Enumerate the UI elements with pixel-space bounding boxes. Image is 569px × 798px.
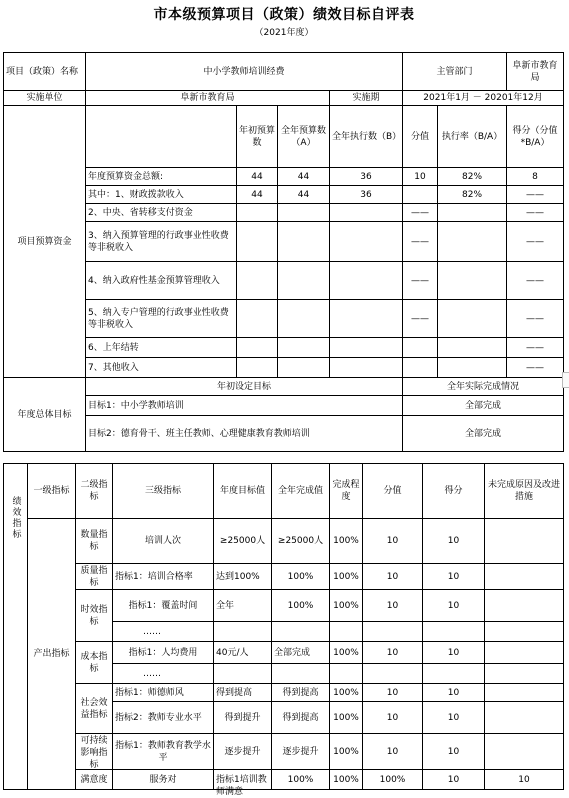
annual-target: 40元/人 — [214, 642, 272, 664]
dept-label: 主管部门 — [403, 53, 507, 91]
annual-actual: 100% — [272, 590, 330, 622]
reason — [485, 684, 564, 702]
completion-degree: 100% — [330, 734, 363, 770]
level3-indicator: …… — [113, 664, 214, 684]
budget-cell: 8 — [507, 168, 564, 186]
budget-cell: —— — [403, 300, 438, 338]
budget-cell — [403, 338, 438, 358]
goal-target: 目标2：德育骨干、班主任教师、心理健康教育教师培训 — [86, 416, 403, 452]
budget-header-blank — [86, 106, 237, 168]
score: 10 — [423, 642, 485, 664]
col-header-level3: 三级指标 — [113, 464, 214, 519]
budget-cell: —— — [507, 186, 564, 204]
budget-section-label: 项目预算资金 — [4, 106, 86, 378]
page-edge-fragment — [562, 372, 569, 388]
col-header-reason: 未完成原因及改进措施 — [485, 464, 564, 519]
budget-cell — [438, 300, 507, 338]
budget-cell — [278, 300, 330, 338]
col-header-annual-executed: 全年执行数（B） — [330, 106, 403, 168]
col-header-score: 得分 — [423, 464, 485, 519]
goal-target: 目标1：中小学教师培训 — [86, 396, 403, 416]
budget-cell: 44 — [278, 186, 330, 204]
budget-cell: —— — [507, 262, 564, 300]
score-weight: 10 — [363, 734, 423, 770]
budget-cell — [403, 358, 438, 378]
completion-degree: 100% — [330, 684, 363, 702]
annual-actual: 100% — [272, 564, 330, 590]
impl-unit-value: 阜新市教育局 — [86, 91, 330, 106]
budget-cell — [330, 338, 403, 358]
budget-cell — [237, 300, 278, 338]
output-indicator-label: 产出指标 — [28, 519, 76, 790]
budget-cell — [438, 222, 507, 262]
reason — [485, 590, 564, 622]
annual-target: 全年 — [214, 590, 272, 622]
score — [423, 664, 485, 684]
budget-row-label: 5、纳入专户管理的行政事业性收费等非税收入 — [86, 300, 237, 338]
summary-table — [3, 52, 564, 452]
score: 10 — [423, 702, 485, 734]
score-weight — [363, 622, 423, 642]
level3-indicator: 指标1培训教师满意 — [214, 770, 272, 790]
budget-cell — [237, 204, 278, 222]
budget-cell — [330, 358, 403, 378]
annual-actual: 100% — [330, 770, 363, 790]
annual-target: 达到100% — [214, 564, 272, 590]
reason — [485, 519, 564, 564]
annual-actual: ≥25000人 — [272, 519, 330, 564]
budget-cell: —— — [403, 222, 438, 262]
score: 10 — [485, 770, 564, 790]
score-weight: 10 — [363, 684, 423, 702]
goal-actual: 全部完成 — [403, 396, 564, 416]
budget-cell — [278, 204, 330, 222]
reason — [485, 642, 564, 664]
impl-unit-label: 实施单位 — [4, 91, 86, 106]
budget-cell: —— — [507, 300, 564, 338]
page-title: 市本级预算项目（政策）绩效目标自评表 — [153, 7, 415, 23]
budget-cell — [330, 262, 403, 300]
annual-target: 得到提升 — [214, 702, 272, 734]
score: 10 — [423, 590, 485, 622]
reason — [485, 702, 564, 734]
budget-row-label: 其中：1、财政拨款收入 — [86, 186, 237, 204]
period-label: 实施期 — [330, 91, 403, 106]
budget-cell — [438, 262, 507, 300]
score-weight — [363, 664, 423, 684]
completion-degree: 100% — [330, 519, 363, 564]
level3-indicator: 指标1：师德师风 — [113, 684, 214, 702]
col-header-score: 得分（分值*B/A） — [507, 106, 564, 168]
annual-actual — [272, 664, 330, 684]
budget-cell: 82% — [438, 168, 507, 186]
annual-target: 得到提高 — [214, 684, 272, 702]
col-header-annual-target: 年度目标值 — [214, 464, 272, 519]
level3-indicator: 指标1：覆盖时间 — [113, 590, 214, 622]
level3-indicator: 指标1：人均费用 — [113, 642, 214, 664]
budget-row-label: 6、上年结转 — [86, 338, 237, 358]
completion-degree — [330, 664, 363, 684]
col-header-score-weight: 分值 — [403, 106, 438, 168]
budget-cell: —— — [507, 204, 564, 222]
score-weight: 10 — [363, 519, 423, 564]
completion-degree — [330, 622, 363, 642]
goals-actual-header: 全年实际完成情况 — [403, 378, 564, 396]
budget-cell: 36 — [330, 168, 403, 186]
budget-cell — [330, 300, 403, 338]
annual-actual: 逐步提升 — [272, 734, 330, 770]
budget-cell — [237, 338, 278, 358]
completion-degree: 100% — [330, 590, 363, 622]
budget-cell: 44 — [237, 168, 278, 186]
budget-cell — [237, 222, 278, 262]
budget-cell: —— — [507, 222, 564, 262]
level2-indicator: 可持续影响指标 — [76, 734, 113, 770]
col-header-execution-rate: 执行率（B/A） — [438, 106, 507, 168]
annual-target — [214, 664, 272, 684]
col-header-initial-budget: 年初预算数 — [237, 106, 278, 168]
level3-indicator: 指标1：教师教育教学水平 — [113, 734, 214, 770]
annual-target: ≥25000人 — [214, 519, 272, 564]
budget-cell — [330, 222, 403, 262]
period-value: 2021年1月 － 20201年12月 — [403, 91, 564, 106]
budget-row-label: 年度预算资金总额: — [86, 168, 237, 186]
annual-actual: 得到提高 — [272, 684, 330, 702]
budget-row-label: 4、纳入政府性基金预算管理收入 — [86, 262, 237, 300]
score: 10 — [423, 519, 485, 564]
budget-row-label: 3、纳入预算管理的行政事业性收费等非税收入 — [86, 222, 237, 262]
page-subtitle: （2021年度） — [254, 28, 314, 38]
budget-cell — [237, 358, 278, 378]
level2-indicator: 服务对 — [113, 770, 214, 790]
level3-indicator: 培训人次 — [113, 519, 214, 564]
col-header-annual-budget: 全年预算数（A） — [278, 106, 330, 168]
annual-actual: 得到提高 — [272, 702, 330, 734]
col-header-level1: 一级指标 — [28, 464, 76, 519]
score-weight: 10 — [423, 770, 485, 790]
budget-cell: —— — [507, 338, 564, 358]
budget-cell — [403, 186, 438, 204]
level2-indicator: 成本指标 — [76, 642, 113, 684]
completion-degree: 100% — [330, 564, 363, 590]
col-header-score-weight: 分值 — [363, 464, 423, 519]
score: 10 — [423, 564, 485, 590]
score-weight: 10 — [363, 702, 423, 734]
annual-actual — [272, 622, 330, 642]
satisfaction-indicator-label: 满意度 — [76, 770, 113, 790]
budget-cell: 82% — [438, 186, 507, 204]
budget-row-label: 2、中央、省转移支付资金 — [86, 204, 237, 222]
annual-actual: 全部完成 — [272, 642, 330, 664]
budget-cell: 10 — [403, 168, 438, 186]
level2-indicator: 质量指标 — [76, 564, 113, 590]
score — [423, 622, 485, 642]
level2-indicator: 数量指标 — [76, 519, 113, 564]
budget-cell — [278, 338, 330, 358]
budget-cell — [278, 222, 330, 262]
budget-cell — [278, 262, 330, 300]
budget-cell: 44 — [278, 168, 330, 186]
reason — [485, 734, 564, 770]
budget-cell — [330, 204, 403, 222]
score-weight: 10 — [363, 642, 423, 664]
budget-cell — [438, 358, 507, 378]
budget-cell — [278, 358, 330, 378]
budget-row-label: 7、其他收入 — [86, 358, 237, 378]
score-weight: 10 — [363, 564, 423, 590]
project-name-label: 项目（政策）名称 — [4, 53, 86, 91]
goals-section-label: 年度总体目标 — [4, 378, 86, 452]
budget-cell: —— — [403, 204, 438, 222]
score-weight: 10 — [363, 590, 423, 622]
level3-indicator: 指标1：培训合格率 — [113, 564, 214, 590]
completion-degree: 100% — [363, 770, 423, 790]
dept-value: 阜新市教育局 — [507, 53, 564, 91]
level2-indicator: 时效指标 — [76, 590, 113, 642]
level2-indicator: 社会效益指标 — [76, 684, 113, 734]
budget-cell: 44 — [237, 186, 278, 204]
budget-cell — [237, 262, 278, 300]
col-header-level2: 二级指标 — [76, 464, 113, 519]
annual-target: 100% — [272, 770, 330, 790]
goal-actual: 全部完成 — [403, 416, 564, 452]
level3-indicator: 指标2：教师专业水平 — [113, 702, 214, 734]
annual-target — [214, 622, 272, 642]
col-header-annual-actual: 全年完成值 — [272, 464, 330, 519]
goals-initial-header: 年初设定目标 — [86, 378, 403, 396]
performance-table — [3, 463, 564, 797]
budget-cell: 36 — [330, 186, 403, 204]
reason — [485, 564, 564, 590]
col-header-degree: 完成程度 — [330, 464, 363, 519]
score: 10 — [423, 684, 485, 702]
budget-cell: —— — [403, 262, 438, 300]
level3-indicator: …… — [113, 622, 214, 642]
reason — [485, 622, 564, 642]
score: 10 — [423, 734, 485, 770]
annual-target: 逐步提升 — [214, 734, 272, 770]
performance-section-label: 绩效指标 — [4, 464, 28, 790]
completion-degree: 100% — [330, 702, 363, 734]
reason — [485, 664, 564, 684]
budget-cell — [438, 338, 507, 358]
budget-cell — [438, 204, 507, 222]
budget-cell: —— — [507, 358, 564, 378]
completion-degree: 100% — [330, 642, 363, 664]
project-name-value: 中小学教师培训经费 — [86, 53, 403, 91]
